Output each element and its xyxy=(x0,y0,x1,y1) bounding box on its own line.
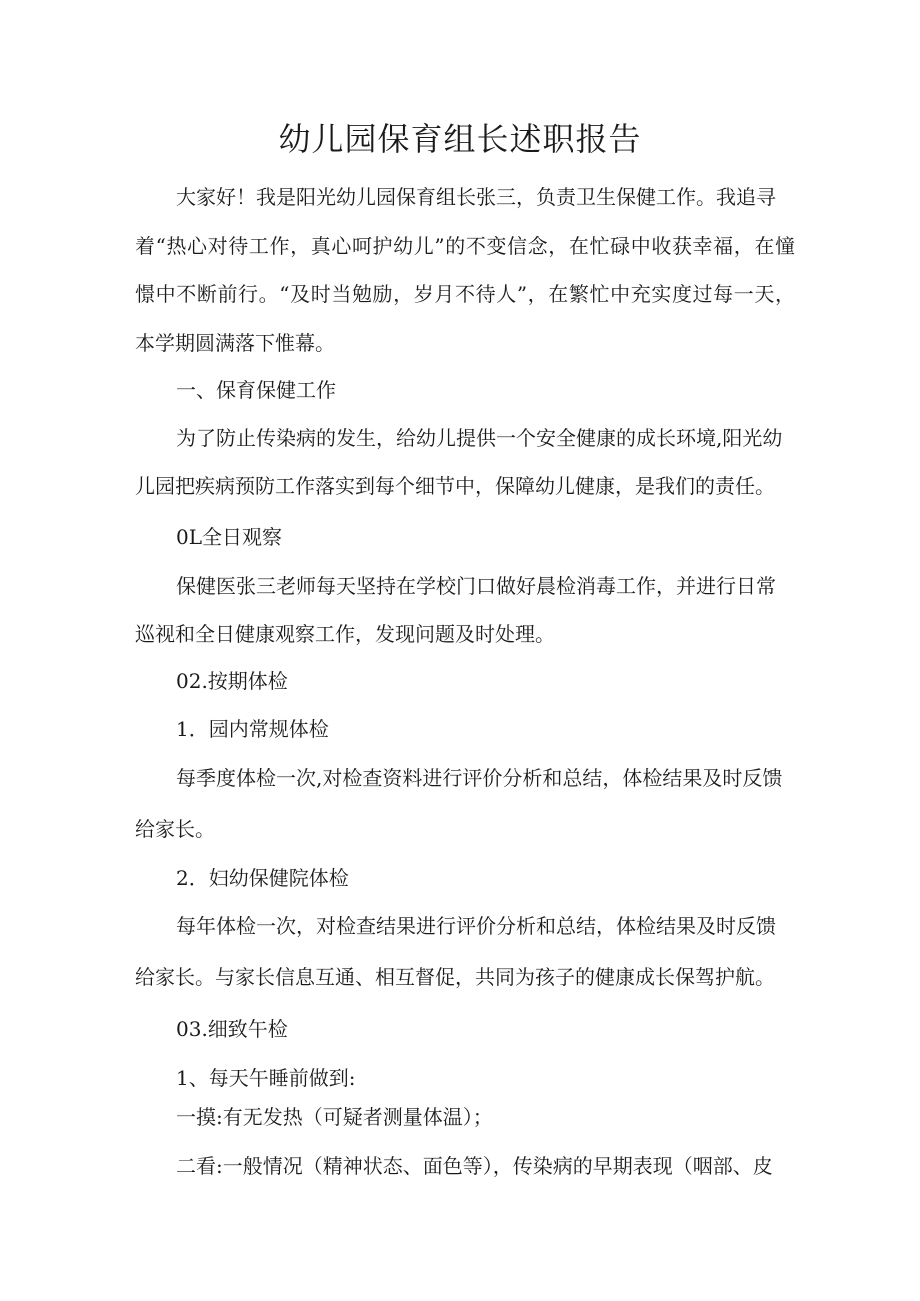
paragraph-line: 一摸:有无发热（可疑者测量体温）； xyxy=(176,1105,493,1129)
document-title: 幼儿园保育组长述职报告 xyxy=(278,120,642,158)
paragraph-line: 憬中不断前行。“及时当勉励，岁月不待人”，在繁忙中充实度过每一天， xyxy=(135,282,795,306)
paragraph-line: 二看:一般情况（精神状态、面色等），传染病的早期表现（咽部、皮 xyxy=(176,1154,773,1178)
paragraph-line: 巡视和全日健康观察工作，发现问题及时处理。 xyxy=(135,622,555,646)
list-item-heading: 1、每天午睡前做到: xyxy=(176,1066,356,1090)
paragraph-line: 每年体检一次，对检查结果进行评价分析和总结，体检结果及时反馈 xyxy=(176,914,776,938)
paragraph-line: 给家长。 xyxy=(135,817,215,841)
list-item-heading: 2．妇幼保健院体检 xyxy=(176,866,349,890)
subsection-heading: 02.按期体检 xyxy=(176,669,288,693)
subsection-heading: 0L全日观察 xyxy=(176,525,283,549)
list-item-heading: 1．园内常规体检 xyxy=(176,717,329,741)
subsection-heading: 03.细致午检 xyxy=(176,1017,288,1041)
paragraph-line: 大家好！我是阳光幼儿园保育组长张三，负责卫生保健工作。我追寻 xyxy=(176,185,776,209)
paragraph-line: 给家长。与家长信息互通、相互督促，共同为孩子的健康成长保驾护航。 xyxy=(135,965,775,989)
paragraph-line: 为了防止传染病的发生，给幼儿提供一个安全健康的成长环境,阳光幼 xyxy=(176,426,783,450)
paragraph-line: 着“热心对待工作，真心呵护幼儿”的不变信念，在忙碌中收获幸福，在憧 xyxy=(135,234,795,258)
paragraph-line: 保健医张三老师每天坚持在学校门口做好晨检消毒工作，并进行日常 xyxy=(176,574,776,598)
section-heading: 一、保育保健工作 xyxy=(176,378,336,402)
paragraph-line: 儿园把疾病预防工作落实到每个细节中，保障幼儿健康，是我们的责任。 xyxy=(135,474,775,498)
paragraph-line: 本学期圆满落下惟幕。 xyxy=(135,331,335,355)
paragraph-line: 每季度体检一次,对检查资料进行评价分析和总结，体检结果及时反馈 xyxy=(176,766,783,790)
